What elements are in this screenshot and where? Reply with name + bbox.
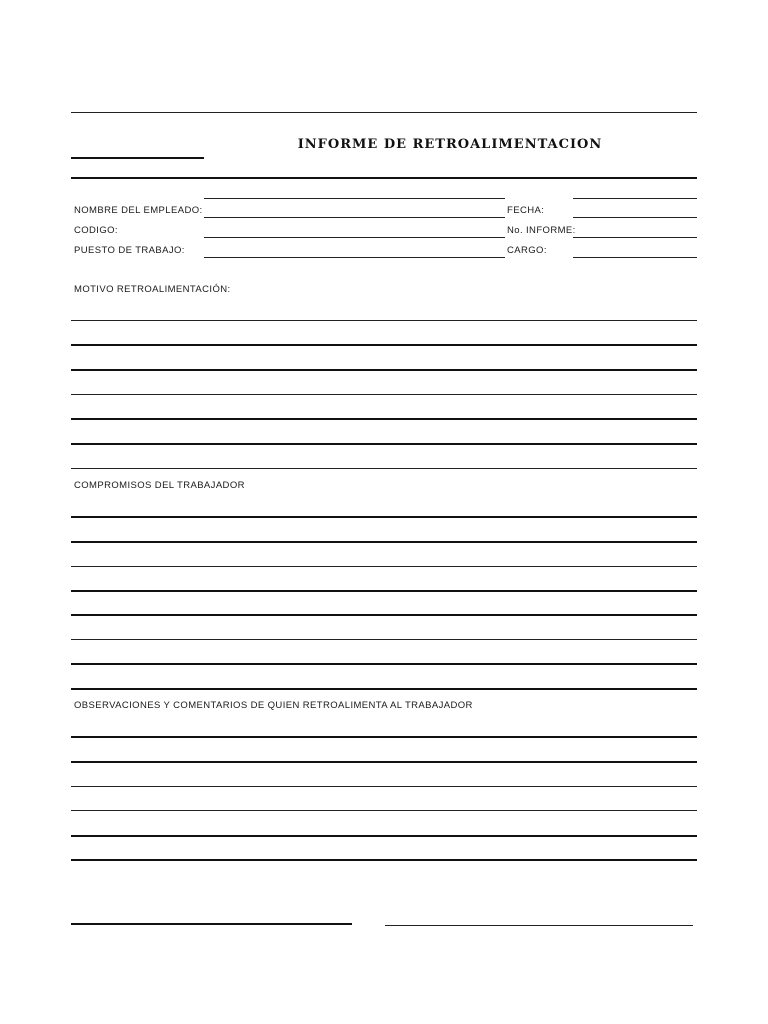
puesto-field[interactable] <box>204 257 505 258</box>
compromisos-heading: COMPROMISOS DEL TRABAJADOR <box>74 480 245 491</box>
compromisos-line-6[interactable] <box>71 639 697 640</box>
motivo-heading: MOTIVO RETROALIMENTACIÓN: <box>74 284 231 295</box>
compromisos-line-1[interactable] <box>71 516 697 518</box>
codigo-label: CODIGO: <box>74 225 118 236</box>
compromisos-line-8[interactable] <box>71 688 697 690</box>
cargo-label: CARGO: <box>507 245 547 256</box>
motivo-line-2[interactable] <box>71 344 697 346</box>
motivo-line-5[interactable] <box>71 418 697 420</box>
top-rule <box>71 112 697 113</box>
codigo-field[interactable] <box>204 237 505 238</box>
cargo-field[interactable] <box>573 257 697 258</box>
motivo-line-1[interactable] <box>71 320 697 321</box>
compromisos-line-5[interactable] <box>71 614 697 616</box>
no-informe-field[interactable] <box>573 237 697 238</box>
observaciones-line-2[interactable] <box>71 761 697 763</box>
compromisos-line-3[interactable] <box>71 566 697 567</box>
page-title: INFORME DE RETROALIMENTACION <box>297 137 603 152</box>
motivo-line-6[interactable] <box>71 443 697 445</box>
header-rule <box>71 177 697 179</box>
fecha-label: FECHA: <box>507 205 545 216</box>
nombre-field[interactable] <box>204 217 505 218</box>
nombre-line-top <box>204 198 505 199</box>
logo-underline <box>71 157 204 159</box>
signature-line-left[interactable] <box>71 923 352 925</box>
observaciones-line-6[interactable] <box>71 859 697 861</box>
no-informe-label: No. INFORME: <box>507 225 576 236</box>
observaciones-line-5[interactable] <box>71 835 697 837</box>
observaciones-line-1[interactable] <box>71 736 697 738</box>
compromisos-line-2[interactable] <box>71 541 697 543</box>
motivo-line-3[interactable] <box>71 369 697 371</box>
compromisos-line-4[interactable] <box>71 590 697 592</box>
fecha-line-top <box>573 198 697 199</box>
observaciones-heading: OBSERVACIONES Y COMENTARIOS DE QUIEN RETROALIMENTA AL TRABAJADOR <box>74 700 473 711</box>
observaciones-line-4[interactable] <box>71 810 697 811</box>
signature-line-right[interactable] <box>385 925 693 926</box>
compromisos-line-7[interactable] <box>71 663 697 665</box>
motivo-line-7[interactable] <box>71 468 697 469</box>
puesto-label: PUESTO DE TRABAJO: <box>74 245 185 256</box>
fecha-field[interactable] <box>573 217 697 218</box>
observaciones-line-3[interactable] <box>71 786 697 787</box>
nombre-label: NOMBRE DEL EMPLEADO: <box>74 205 203 216</box>
motivo-line-4[interactable] <box>71 394 697 395</box>
